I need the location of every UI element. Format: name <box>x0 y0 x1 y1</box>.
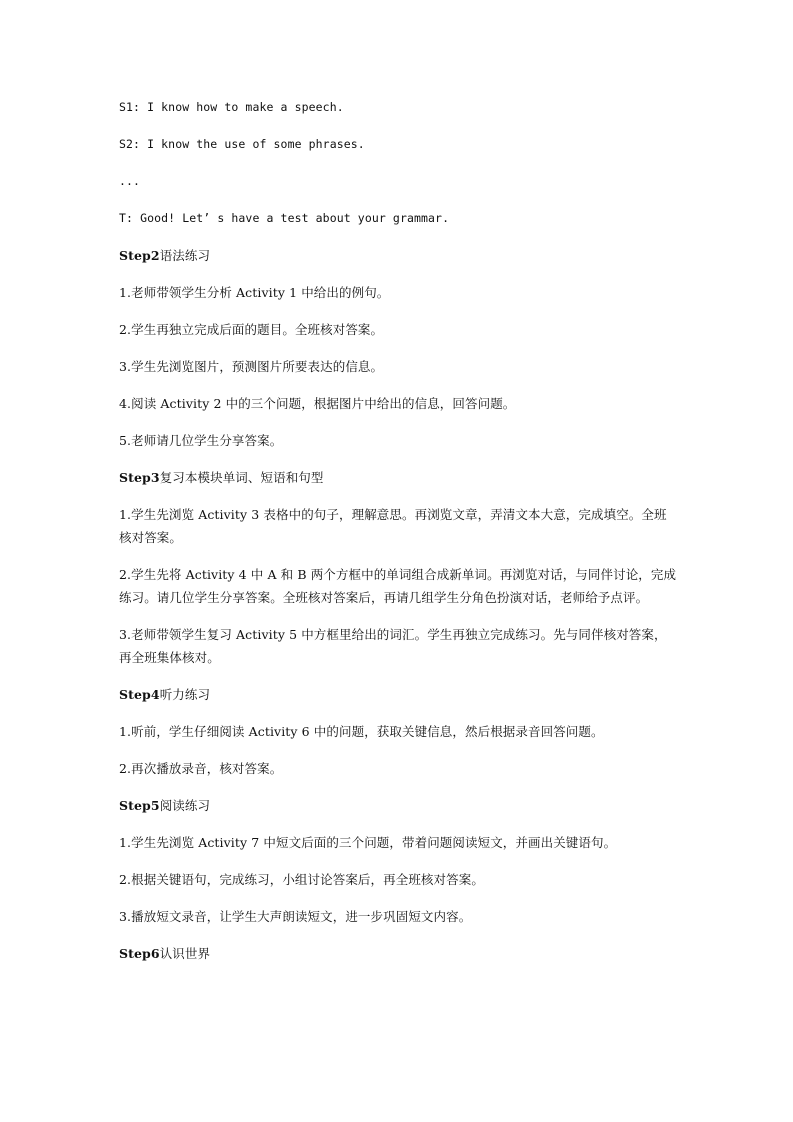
step5-item-3: 3.播放短文录音，让学生大声朗读短文，进一步巩固短文内容。 <box>119 909 472 924</box>
step2-item-5: 5.老师请几位学生分享答案。 <box>119 433 283 448</box>
section-heading-step2 <box>119 244 679 267</box>
step2-item-3: 3.学生先浏览图片，预测图片所要表达的信息。 <box>119 359 384 374</box>
step3-item-2: 2.学生先将 Activity 4 中 A 和 B 两个方框中的单词组合成新单词。再浏览对话，与同伴讨论，完成练习。请几位学生分享答案。全班核对答案后，再请几组学生分角色扮演对话，老师给予点评。 <box>119 567 677 605</box>
step-label: Step6 <box>119 946 160 961</box>
step-title: 听力练习 <box>159 687 211 702</box>
section-heading-step4 <box>119 683 679 706</box>
document-body <box>119 96 679 979</box>
step-title: 复习本模块单词、短语和句型 <box>159 470 324 485</box>
dialogue-line-s1: S1: I know how to make a speech. <box>119 100 344 114</box>
step-label: Step3 <box>119 470 160 485</box>
step-label: Step5 <box>119 798 160 813</box>
step3-item-1: 1.学生先浏览 Activity 3 表格中的句子，理解意思。再浏览文章，弄清文本大意，完成填空。全班核对答案。 <box>119 507 667 545</box>
step-label: Step2 <box>119 248 160 263</box>
step4-item-1: 1.听前，学生仔细阅读 Activity 6 中的问题，获取关键信息，然后根据录音回答问题。 <box>119 724 604 739</box>
step-title: 认识世界 <box>159 946 211 961</box>
section-heading-step3 <box>119 466 679 489</box>
section-heading-step5 <box>119 794 679 817</box>
dialogue-line-s2: S2: I know the use of some phrases. <box>119 137 365 151</box>
step2-item-2: 2.学生再独立完成后面的题目。全班核对答案。 <box>119 322 384 337</box>
step-label: Step4 <box>119 687 160 702</box>
section-heading-step6 <box>119 942 679 965</box>
step3-item-3: 3.老师带领学生复习 Activity 5 中方框里给出的词汇。学生再独立完成练习。先与同伴核对答案，再全班集体核对。 <box>119 627 667 665</box>
step-title: 阅读练习 <box>159 798 211 813</box>
dialogue-ellipsis: ... <box>119 174 141 188</box>
step2-item-4: 4.阅读 Activity 2 中的三个问题，根据图片中给出的信息，回答问题。 <box>119 396 516 411</box>
step-title: 语法练习 <box>159 248 211 263</box>
step2-item-1: 1.老师带领学生分析 Activity 1 中给出的例句。 <box>119 285 390 300</box>
step5-item-2: 2.根据关键语句，完成练习，小组讨论答案后，再全班核对答案。 <box>119 872 484 887</box>
step5-item-1: 1.学生先浏览 Activity 7 中短文后面的三个问题，带着问题阅读短文，并画出关键语句。 <box>119 835 617 850</box>
dialogue-line-teacher: T: Good! Let’ s have a test about your grammar. <box>119 211 450 225</box>
step4-item-2: 2.再次播放录音，核对答案。 <box>119 761 283 776</box>
